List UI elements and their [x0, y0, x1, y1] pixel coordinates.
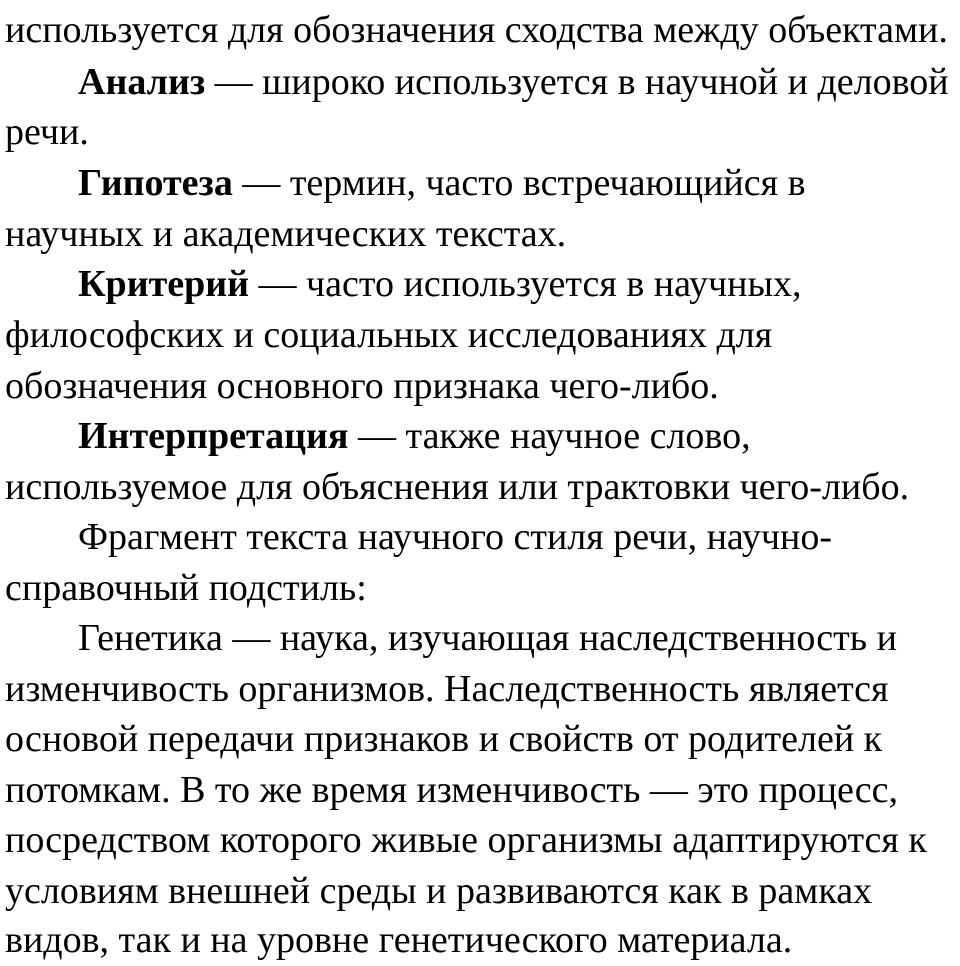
- term-hypothesis: Гипотеза: [78, 162, 233, 204]
- text-line: Фрагмент текста научного стиля речи, научно-: [78, 516, 832, 558]
- fragment-text-line: [5, 865, 872, 917]
- text-line: речи.: [5, 111, 89, 153]
- term-analysis-definition: — широко используется в научной и деловой: [205, 61, 949, 103]
- term-hypothesis-continuation: [5, 208, 566, 260]
- fragment-text-line: [5, 814, 927, 866]
- term-criterion: Критерий: [78, 263, 250, 305]
- term-paragraph-analysis: [78, 56, 949, 108]
- fragment-text-line: [5, 914, 792, 966]
- text-line: научных и академических текстах.: [5, 213, 567, 255]
- term-hypothesis-definition: — термин, часто встречающийся в: [232, 162, 806, 204]
- term-analysis: Анализ: [78, 61, 206, 103]
- term-interpretation: Интерпретация: [78, 415, 349, 457]
- fragment-text-line: [5, 713, 882, 765]
- fragment-intro-line: [5, 562, 367, 614]
- text-line: посредством которого живые организмы адаптируются к: [5, 819, 927, 861]
- text-line: справочный подстиль:: [5, 567, 367, 609]
- fragment-text-line: [5, 663, 888, 715]
- intro-tail-text: используется для обозначения сходства между объектами.: [5, 9, 948, 51]
- fragment-text-line: [5, 764, 898, 816]
- term-criterion-continuation: [5, 360, 719, 412]
- text-line: изменчивость организмов. Наследственность является: [5, 668, 889, 710]
- text-line: основой передачи признаков и свойств от родителей к: [5, 718, 883, 760]
- text-line: потомкам. В то же время изменчивость — это процесс,: [5, 769, 899, 811]
- text-line: видов, так и на уровне генетического материала.: [5, 919, 793, 961]
- term-analysis-continuation: [5, 106, 89, 158]
- term-paragraph-hypothesis: [78, 157, 806, 209]
- text-line: условиям внешней среды и развиваются как в рамках: [5, 870, 873, 912]
- term-interpretation-definition: — также научное слово,: [348, 415, 751, 457]
- text-line: обозначения основного признака чего-либо.: [5, 365, 719, 407]
- text-line: используемое для объяснения или трактовки чего-либо.: [5, 466, 910, 508]
- term-paragraph-interpretation: [78, 410, 751, 462]
- intro-tail-line: [5, 4, 948, 56]
- fragment-intro-line: [78, 511, 832, 563]
- fragment-text-line: [78, 612, 897, 664]
- term-interpretation-continuation: [5, 461, 909, 513]
- text-line: Генетика — наука, изучающая наследственность и: [78, 617, 897, 659]
- text-line: философских и социальных исследованиях для: [5, 314, 773, 356]
- term-criterion-continuation: [5, 309, 772, 361]
- term-criterion-definition: — часто используется в научных,: [249, 263, 802, 305]
- term-paragraph-criterion: [78, 258, 802, 310]
